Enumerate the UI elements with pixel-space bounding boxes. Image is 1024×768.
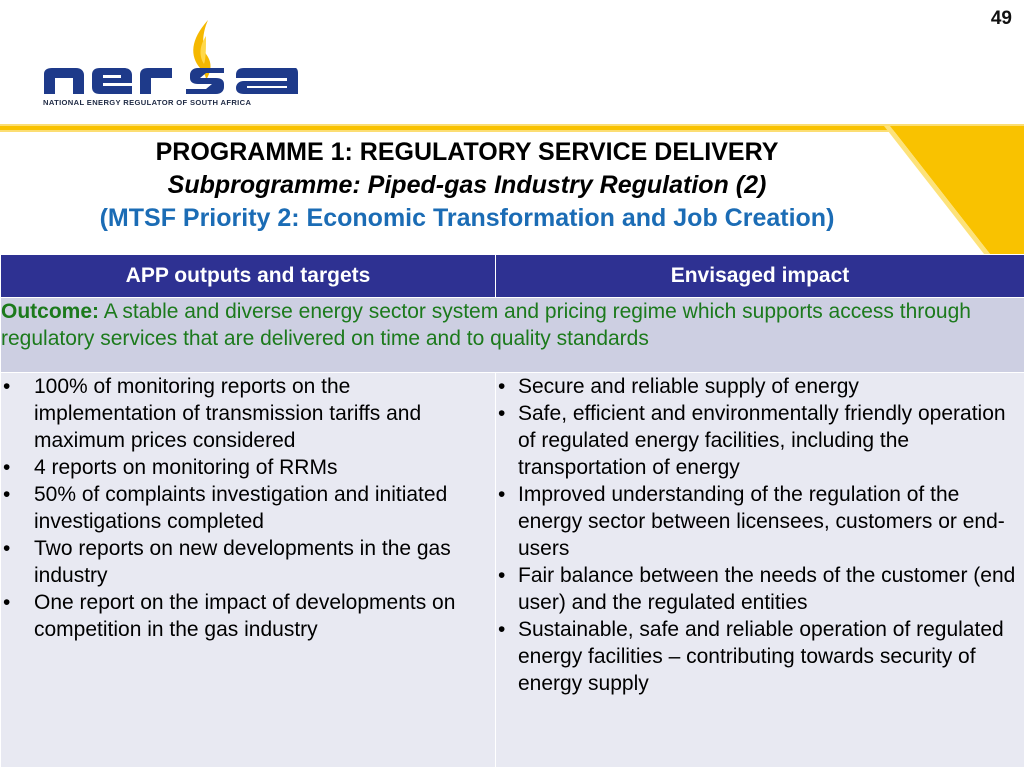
nersa-logo-mark	[40, 18, 302, 96]
list-item: • Fair balance between the needs of the customer (end user) and the regulated entities	[496, 562, 1024, 616]
list-item: • 100% of monitoring reports on the implementation of transmission tariffs and maximum prices considered	[1, 373, 495, 454]
list-item: • Improved understanding of the regulation of the energy sector between licensees, customers or end-users	[496, 481, 1024, 562]
nersa-logo	[40, 18, 302, 110]
list-item: • One report on the impact of developments on competition in the gas industry	[1, 589, 495, 643]
table-header-row	[1, 255, 1024, 298]
subprogramme-title: Subprogramme: Piped-gas Industry Regulation (2)	[167, 171, 767, 199]
content-row	[1, 373, 1024, 768]
page-number: 49	[990, 8, 1012, 29]
outputs-list	[1, 373, 495, 643]
header-envisaged-impact: Envisaged impact	[496, 255, 1024, 298]
outputs-impact-table	[0, 254, 1024, 768]
priority-title: (MTSF Priority 2: Economic Transformation and Job Creation)	[99, 204, 835, 232]
outputs-cell	[1, 373, 496, 768]
programme-title: PROGRAMME 1: REGULATORY SERVICE DELIVERY	[155, 138, 779, 166]
list-item: • Secure and reliable supply of energy	[496, 373, 1024, 400]
outcome-label: Outcome:	[1, 300, 100, 323]
outcome-text: A stable and diverse energy sector system and pricing regime which supports access through regulatory services that are delivered on time and to quality standards	[1, 300, 971, 350]
list-item: • 4 reports on monitoring of RRMs	[1, 454, 495, 481]
slide-titles	[0, 136, 934, 235]
list-item: • Safe, efficient and environmentally friendly operation of regulated energy facilities, including the transportation of energy	[496, 400, 1024, 481]
logo-tagline: NATIONAL ENERGY REGULATOR OF SOUTH AFRICA	[43, 98, 252, 107]
list-item: • Sustainable, safe and reliable operation of regulated energy facilities – contributing towards security of energy supply	[496, 616, 1024, 697]
header-app-outputs: APP outputs and targets	[1, 255, 496, 298]
impacts-list	[496, 373, 1024, 697]
list-item: • Two reports on new developments in the gas industry	[1, 535, 495, 589]
outcome-cell	[1, 298, 1024, 373]
list-item: • 50% of complaints investigation and initiated investigations completed	[1, 481, 495, 535]
impacts-cell	[496, 373, 1024, 768]
outcome-row	[1, 298, 1024, 373]
